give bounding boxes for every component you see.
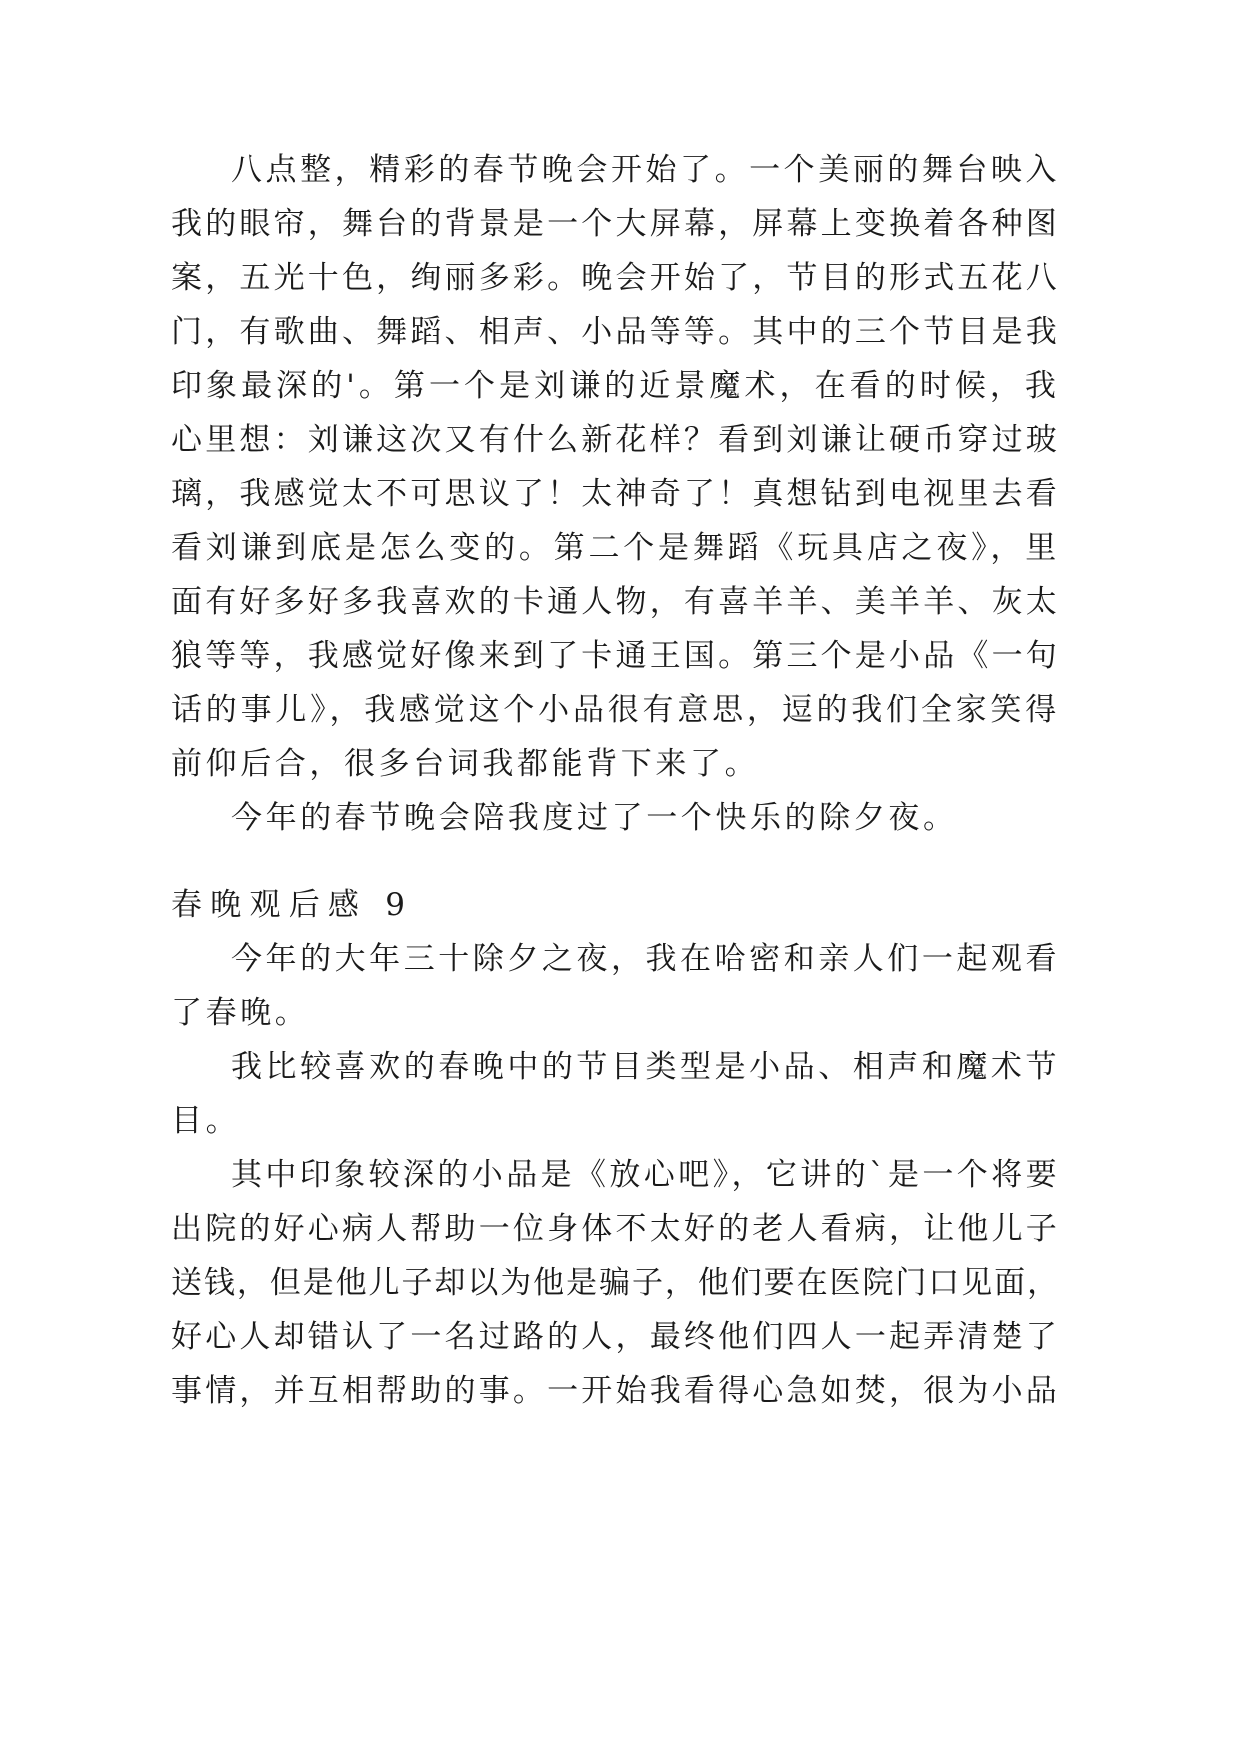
text-line: 看刘谦到底是怎么变的。第二个是舞蹈《玩具店之夜》，里: [171, 530, 1060, 566]
text-line: 今年的大年三十除夕之夜，我在哈密和亲人们一起观看: [231, 941, 1060, 977]
text-line: 送钱，但是他儿子却以为他是骗子，他们要在医院门口见面，: [171, 1265, 1060, 1301]
text-line: 狼等等，我感觉好像来到了卡通王国。第三个是小品《一句: [171, 638, 1060, 674]
text-line: 心里想：刘谦这次又有什么新花样？看到刘谦让硬币穿过玻: [171, 422, 1060, 458]
text-line: 面有好多好多我喜欢的卡通人物，有喜羊羊、美羊羊、灰太: [171, 584, 1060, 620]
text-line: 出院的好心病人帮助一位身体不太好的老人看病，让他儿子: [171, 1211, 1060, 1247]
text-line: 我比较喜欢的春晚中的节目类型是小品、相声和魔术节: [231, 1049, 1060, 1085]
text-line: 了春晚。: [171, 995, 310, 1031]
text-line: 目。: [171, 1103, 241, 1139]
text-line: 印象最深的'。第一个是刘谦的近景魔术，在看的时候，我: [171, 368, 1060, 404]
text-line: 门，有歌曲、舞蹈、相声、小品等等。其中的三个节目是我: [171, 314, 1060, 350]
text-line: 其中印象较深的小品是《放心吧》，它讲的`是一个将要: [231, 1157, 1060, 1193]
text-line: 事情，并互相帮助的事。一开始我看得心急如焚，很为小品: [171, 1373, 1060, 1409]
text-line: 前仰后合，很多台词我都能背下来了。: [171, 746, 760, 782]
text-line: 今年的春节晚会陪我度过了一个快乐的除夕夜。: [231, 800, 958, 836]
text-line: 八点整，精彩的春节晚会开始了。一个美丽的舞台映入: [231, 152, 1060, 188]
section-heading: 春晚观后感 9: [171, 887, 414, 923]
text-line: 话的事儿》，我感觉这个小品很有意思，逗的我们全家笑得: [171, 692, 1060, 728]
text-line: 案，五光十色，绚丽多彩。晚会开始了，节目的形式五花八: [171, 260, 1060, 296]
text-line: 好心人却错认了一名过路的人，最终他们四人一起弄清楚了: [171, 1319, 1060, 1355]
text-line: 璃，我感觉太不可思议了！太神奇了！真想钻到电视里去看: [171, 476, 1060, 512]
text-line: 我的眼帘，舞台的背景是一个大屏幕，屏幕上变换着各种图: [171, 206, 1060, 242]
